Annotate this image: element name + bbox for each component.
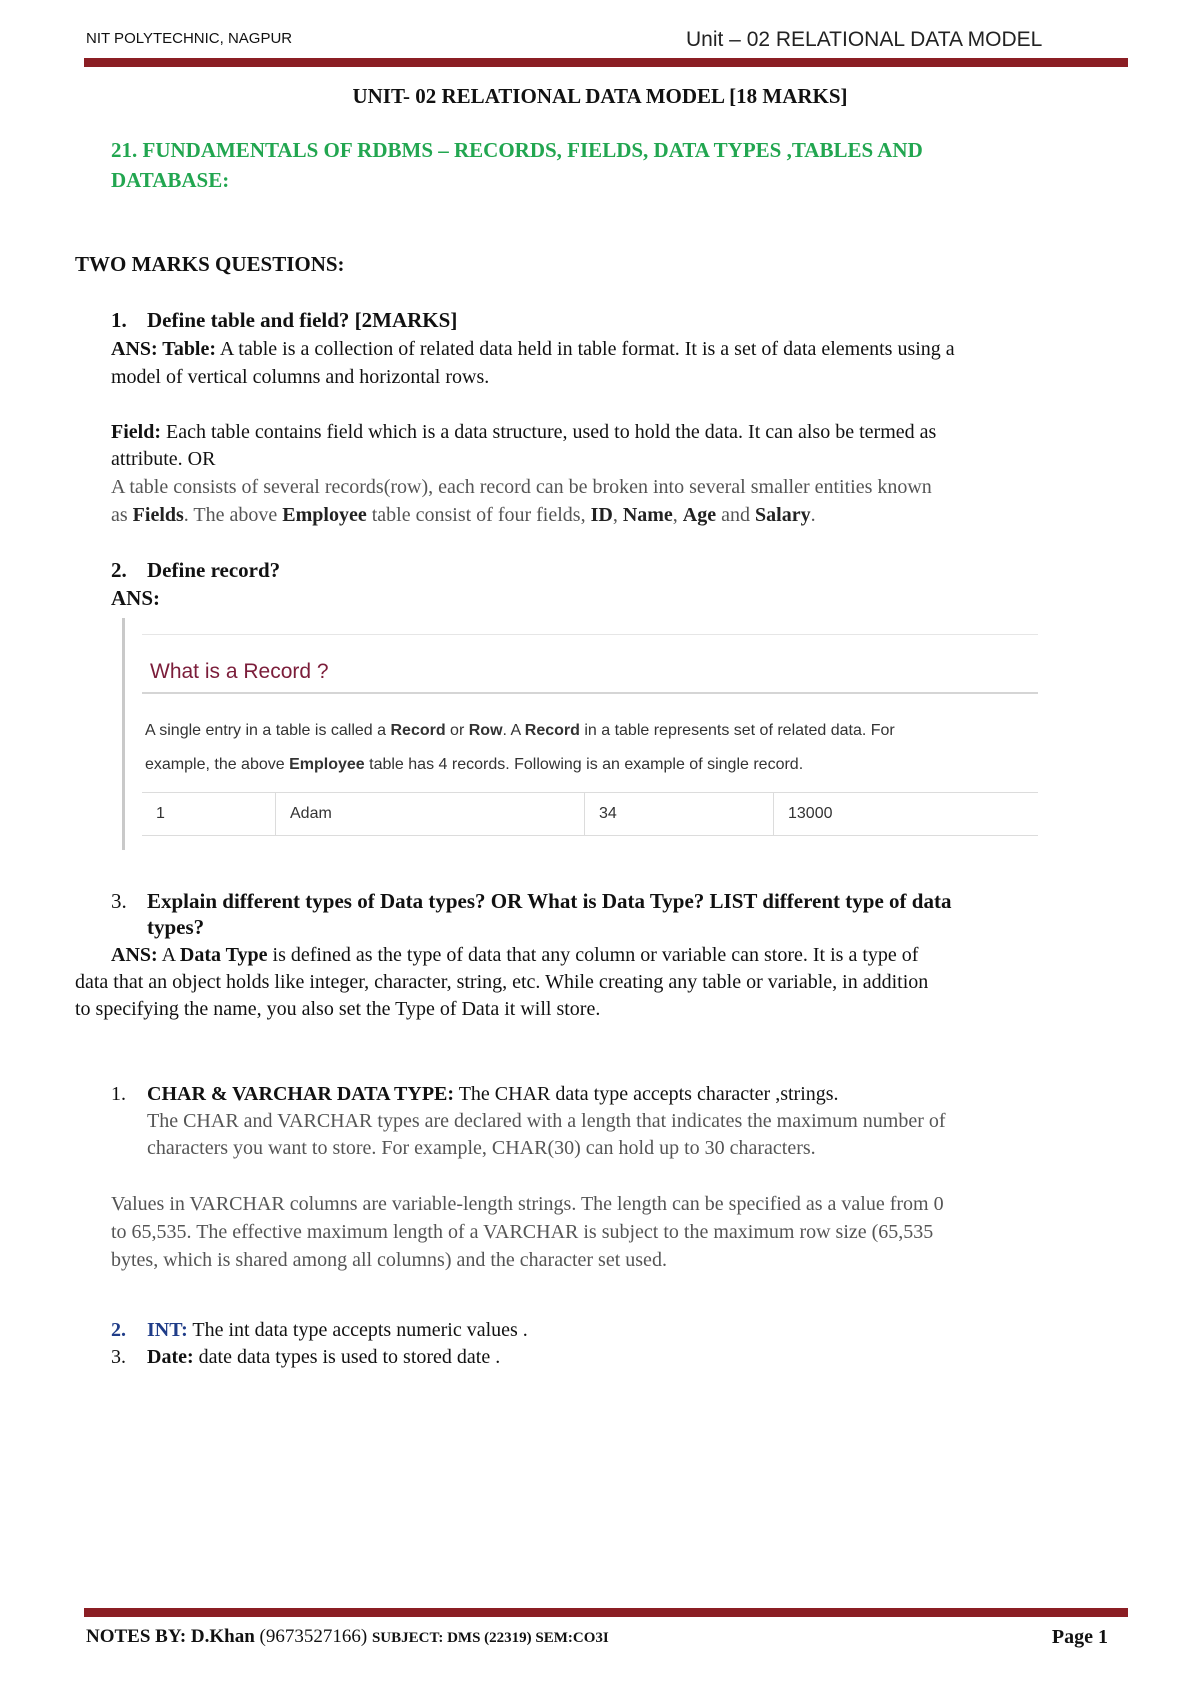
q1-field-line1	[111, 418, 936, 446]
footer-author: NOTES BY: D.Khan	[86, 1626, 255, 1647]
type2-number: 2.	[111, 1319, 126, 1341]
varchar-line3: bytes, which is shared among all columns) and the character set used.	[111, 1249, 667, 1271]
q1-question: Define table and field? [2MARKS]	[147, 308, 458, 332]
page-title: UNIT- 02 RELATIONAL DATA MODEL [18 MARKS]	[352, 84, 848, 108]
q1-alt-line1: A table consists of several records(row), each record can be broken into several smaller entities known	[111, 476, 932, 498]
q3-text: A	[157, 944, 180, 966]
record-example-table	[142, 792, 1038, 836]
type3-number: 3.	[111, 1346, 126, 1368]
rec-text: or	[445, 722, 469, 739]
table-cell-age: 34	[585, 793, 774, 836]
q3-question: Explain different types of Data types? OR What is Data Type? LIST different type of data	[147, 889, 952, 913]
alt-fields: Fields	[132, 504, 184, 526]
alt-text: .	[810, 504, 816, 526]
q1-alt-line2	[111, 501, 816, 529]
q1-number: 1.	[111, 308, 127, 332]
q3-number: 3.	[111, 889, 127, 913]
record-image-topline	[142, 634, 1038, 635]
type1-label: CHAR & VARCHAR DATA TYPE:	[147, 1083, 455, 1105]
section-heading-line1: 21. FUNDAMENTALS OF RDBMS – RECORDS, FIELDS, DATA TYPES ,TABLES AND	[111, 138, 923, 162]
rec-text: . A	[502, 722, 525, 739]
type3-label: Date:	[147, 1346, 194, 1368]
q1-field-text1: Each table contains field which is a data structure, used to hold the data. It can also be termed as	[161, 421, 937, 443]
q1-field-line2: attribute. OR	[111, 448, 216, 470]
q2-number: 2.	[111, 558, 127, 582]
page-number: Page 1	[1051, 1626, 1108, 1648]
rec-bold-record: Record	[390, 722, 446, 739]
alt-text: ,	[672, 504, 683, 526]
record-box-title: What is a Record ?	[150, 660, 329, 683]
type3-text: date data types is used to stored date .	[193, 1346, 501, 1368]
footer-subject: SUBJECT: DMS (22319) SEM:CO3I	[371, 1630, 609, 1646]
type2-text: The int data type accepts numeric values .	[187, 1319, 528, 1341]
table-cell-name: Adam	[276, 793, 585, 836]
alt-name: Name	[622, 504, 673, 526]
type1-text: The CHAR data type accepts character ,strings.	[454, 1083, 839, 1105]
q3-ans-line2: data that an object holds like integer, character, string, etc. While creating any table or variable, in addition	[75, 971, 929, 993]
q1-ans-text1: A table is a collection of related data held in table format. It is a set of data elements using a	[216, 338, 955, 360]
type2-label: INT:	[147, 1319, 188, 1341]
q1-field-label: Field:	[111, 421, 161, 443]
alt-salary: Salary	[755, 504, 811, 526]
table-cell-id: 1	[142, 793, 276, 836]
q3-ans-line1	[111, 941, 918, 969]
section-heading-line2: DATABASE:	[111, 168, 230, 192]
type1-line1	[111, 1080, 839, 1108]
table-row	[142, 793, 1038, 836]
rec-text: in a table represents set of related data. For	[579, 722, 895, 739]
q1-ans-line1	[111, 335, 955, 363]
type1-number: 1.	[111, 1083, 126, 1105]
two-marks-heading: TWO MARKS QUESTIONS:	[75, 252, 345, 276]
table-cell-salary: 13000	[774, 793, 1039, 836]
q3-ans-label: ANS:	[111, 944, 158, 966]
record-box-underline	[142, 692, 1038, 694]
header-rule	[84, 58, 1128, 67]
alt-text: ,	[612, 504, 623, 526]
varchar-line1: Values in VARCHAR columns are variable-length strings. The length can be specified as a value from 0	[111, 1193, 944, 1215]
footer-phone: (9673527166)	[254, 1626, 372, 1647]
type1-line3: characters you want to store. For example, CHAR(30) can hold up to 30 characters.	[147, 1137, 816, 1159]
header-unit: Unit – 02 RELATIONAL DATA MODEL	[686, 28, 1043, 51]
rec-text: example, the above	[145, 756, 290, 773]
q2-ans-label: ANS:	[111, 586, 161, 610]
alt-employee: Employee	[282, 504, 367, 526]
q2-question: Define record?	[147, 558, 281, 582]
rec-bold-record: Record	[524, 722, 580, 739]
footer-rule	[84, 1608, 1128, 1617]
alt-text: table consist of four fields,	[366, 504, 591, 526]
alt-id: ID	[590, 504, 613, 526]
type2-line	[111, 1316, 528, 1344]
type1-line2: The CHAR and VARCHAR types are declared with a length that indicates the maximum number of	[147, 1110, 946, 1132]
record-box-text	[145, 714, 1035, 782]
alt-text: and	[716, 504, 756, 526]
q2-heading	[111, 558, 280, 583]
q1-ans-label: ANS: Table:	[111, 338, 217, 360]
q1-heading	[111, 308, 457, 333]
rec-bold-row: Row	[468, 722, 503, 739]
rec-text: A single entry in a table is called a	[145, 722, 391, 739]
rec-text: table has 4 records. Following is an example of single record.	[364, 756, 804, 773]
type3-line	[111, 1343, 500, 1371]
q3-question-line2: types?	[147, 915, 205, 939]
q3-text: is defined as the type of data that any column or variable can store. It is a type of	[267, 944, 919, 966]
q3-heading	[111, 889, 951, 914]
q3-ans-line3: to specifying the name, you also set the Type of Data it will store.	[75, 998, 601, 1020]
q3-data-type-bold: Data Type	[179, 944, 268, 966]
header-institute: NIT POLYTECHNIC, NAGPUR	[86, 30, 293, 47]
varchar-line2: to 65,535. The effective maximum length of a VARCHAR is subject to the maximum row size (65,535	[111, 1221, 934, 1243]
q1-ans-line2: model of vertical columns and horizontal rows.	[111, 366, 490, 388]
alt-text: as	[111, 504, 133, 526]
alt-text: . The above	[183, 504, 283, 526]
footer-notes	[86, 1626, 609, 1648]
alt-age: Age	[682, 504, 717, 526]
rec-bold-employee: Employee	[289, 756, 365, 773]
